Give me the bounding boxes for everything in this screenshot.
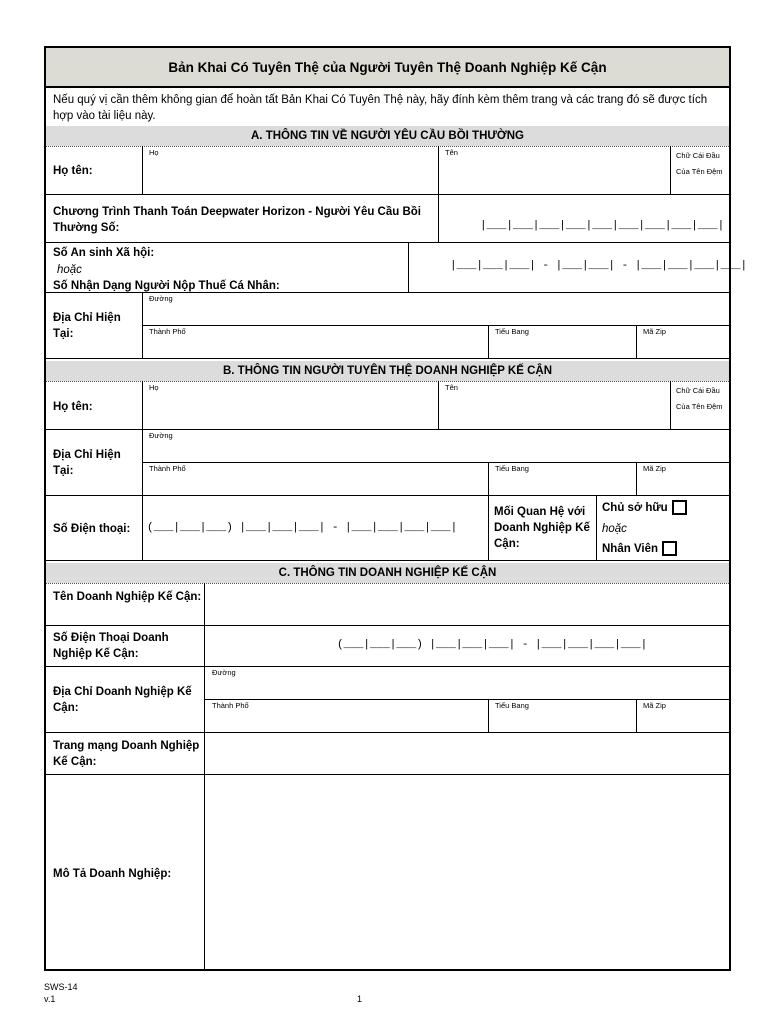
- a-middle-initial-field[interactable]: Chữ Cái Đầu Của Tên Đệm: [676, 151, 723, 176]
- footer-version: v.1: [44, 994, 56, 1004]
- affidavit-form: [44, 46, 748, 971]
- b-middle-initial-field[interactable]: Chữ Cái Đầu Của Tên Đệm: [676, 386, 723, 411]
- c-business-name-label: Tên Doanh Nghiệp Kế Cận:: [53, 591, 202, 603]
- c-business-address-label: Địa Chỉ Doanh Nghiệp Kế Cận:: [53, 686, 192, 714]
- a-ssn-label: Số An sinh Xã hội:: [53, 247, 155, 259]
- c-description-field[interactable]: [205, 775, 729, 969]
- b-zip-field[interactable]: Mã Zip: [643, 464, 666, 473]
- b-last-name-field[interactable]: Họ: [149, 383, 159, 392]
- a-state-field[interactable]: Tiểu Bang: [495, 327, 529, 336]
- a-address-label: Địa Chỉ Hiện Tại:: [53, 312, 121, 340]
- b-city-field[interactable]: Thành Phố: [149, 464, 186, 473]
- c-zip-field[interactable]: Mã Zip: [643, 701, 666, 710]
- a-first-name-field[interactable]: Tên: [445, 148, 458, 157]
- c-website-label: Trang mạng Doanh Nghiệp Kế Cận:: [53, 740, 200, 768]
- form-title: Bản Khai Có Tuyên Thệ của Người Tuyên Thệ Doanh Nghiệp Kế Cận: [46, 48, 729, 88]
- section-a-header: A. THÔNG TIN VỀ NGƯỜI YÊU CẦU BỒI THƯỜNG: [46, 126, 729, 146]
- c-business-name-field[interactable]: [205, 584, 729, 624]
- b-employee-option[interactable]: [602, 541, 677, 557]
- a-street-field[interactable]: Đường: [149, 294, 173, 303]
- section-c-header: C. THÔNG TIN DOANH NGHIỆP KẾ CẬN: [46, 563, 729, 583]
- b-first-name-field[interactable]: Tên: [445, 383, 458, 392]
- a-ssn-boxes[interactable]: |___|___|___| - |___|___| - |___|___|___|___|: [450, 260, 748, 272]
- b-owner-checkbox[interactable]: [672, 500, 687, 515]
- section-b-header: B. THÔNG TIN NGƯỜI TUYÊN THỆ DOANH NGHIỆP KẾ CẬN: [46, 361, 729, 381]
- b-phone-boxes[interactable]: (___|___|___) |___|___|___| - |___|___|___|___|: [147, 522, 458, 534]
- a-city-field[interactable]: Thành Phố: [149, 327, 186, 336]
- a-itin-label: Số Nhận Dạng Người Nộp Thuế Cá Nhân:: [53, 280, 280, 292]
- c-street-field[interactable]: Đường: [212, 668, 236, 677]
- b-state-field[interactable]: Tiểu Bang: [495, 464, 529, 473]
- b-relationship-label: Mối Quan Hệ với Doanh Nghiệp Kế Cận:: [494, 506, 590, 550]
- a-last-name-field[interactable]: Họ: [149, 148, 159, 157]
- a-name-label: Họ tên:: [53, 165, 93, 177]
- b-employee-label: Nhân Viên: [602, 543, 659, 555]
- footer-page-number: 1: [357, 994, 363, 1004]
- c-city-field[interactable]: Thành Phố: [212, 701, 249, 710]
- b-relationship-or: hoặc: [602, 523, 627, 535]
- b-owner-label: Chủ sở hữu: [602, 502, 668, 514]
- c-business-phone-boxes[interactable]: (___|___|___) |___|___|___| - |___|___|___|___|: [337, 639, 648, 651]
- a-claimant-number-label: Chương Trình Thanh Toán Deepwater Horizon - Người Yêu Cầu Bồi Thường Số:: [53, 206, 422, 234]
- c-state-field[interactable]: Tiểu Bang: [495, 701, 529, 710]
- footer-form-code: SWS-14: [44, 982, 78, 992]
- a-ssn-or: hoặc: [57, 264, 82, 276]
- c-description-label: Mô Tả Doanh Nghiệp:: [53, 868, 172, 880]
- b-owner-option[interactable]: [602, 500, 687, 516]
- b-street-field[interactable]: Đường: [149, 431, 173, 440]
- a-claimant-number-boxes[interactable]: |___|___|___|___|___|___|___|___|___|: [480, 220, 725, 232]
- b-name-label: Họ tên:: [53, 401, 93, 413]
- c-business-phone-label: Số Điện Thoại Doanh Nghiệp Kế Cận:: [53, 632, 169, 660]
- b-phone-label: Số Điện thoại:: [53, 523, 131, 535]
- c-website-field[interactable]: [205, 733, 729, 773]
- b-address-label: Địa Chỉ Hiện Tại:: [53, 449, 121, 477]
- b-employee-checkbox[interactable]: [662, 541, 677, 556]
- form-intro: Nếu quý vị cần thêm không gian để hoàn tất Bản Khai Có Tuyên Thệ này, hãy đính kèm thêm trang và các trang đó sẽ được tích hợp vào tài liệu này.: [53, 94, 708, 122]
- a-zip-field[interactable]: Mã Zip: [643, 327, 666, 336]
